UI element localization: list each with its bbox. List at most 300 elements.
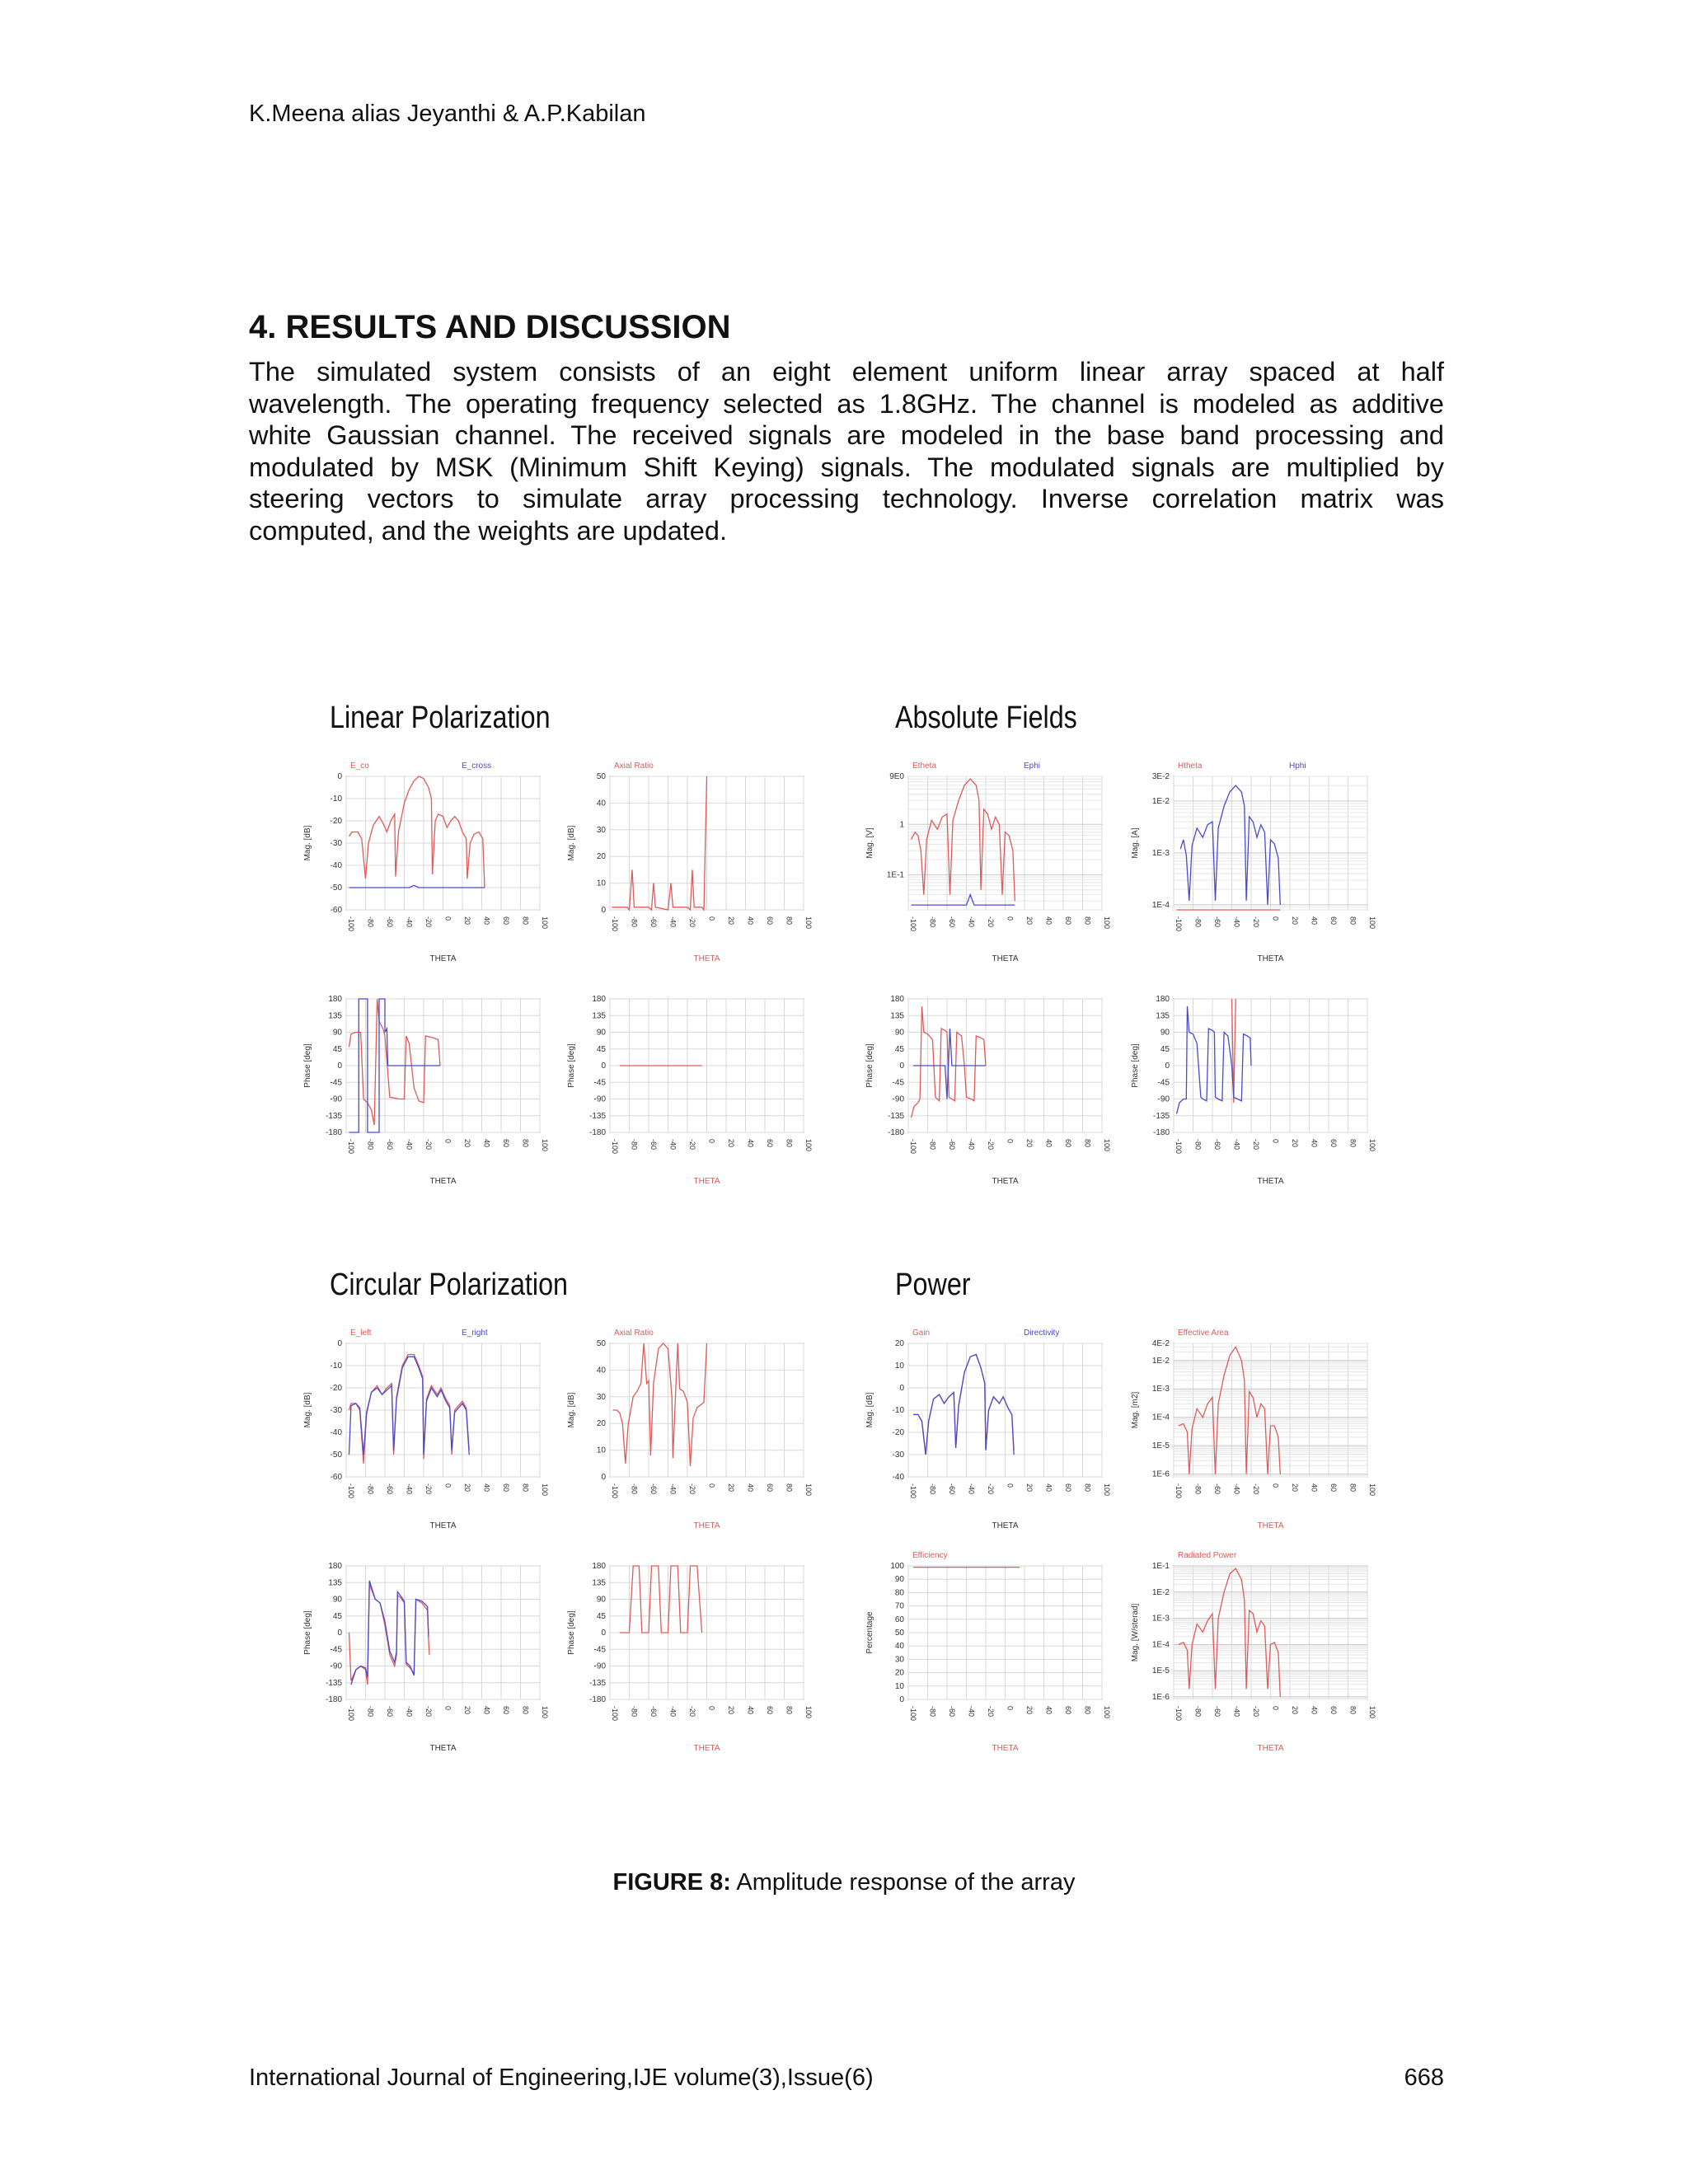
x-tick-label: -60 (649, 1483, 658, 1495)
y-tick-label: -50 (330, 1451, 342, 1460)
y-tick-label: -45 (593, 1078, 606, 1088)
x-axis-label: THETA (1257, 1744, 1284, 1753)
x-tick-label: -100 (347, 1139, 355, 1155)
x-tick-label: 0 (443, 1483, 452, 1488)
x-tick-label: 0 (1006, 1139, 1015, 1144)
y-tick-label: -135 (887, 1111, 904, 1121)
y-tick-label: 135 (1156, 1011, 1170, 1021)
y-tick-label: 1 (899, 820, 904, 830)
y-tick-label: 45 (596, 1044, 606, 1054)
chart-body (567, 762, 813, 963)
y-tick-label: 90 (1160, 1028, 1170, 1038)
x-tick-label: 0 (707, 1139, 716, 1144)
legend-entry: Hphi (1289, 762, 1306, 771)
chart-pw_rad (1124, 1541, 1384, 1761)
x-tick-label: 20 (727, 1706, 735, 1715)
chart-body (865, 1329, 1111, 1530)
x-axis-label: THETA (1257, 1521, 1284, 1530)
x-tick-label: 0 (707, 1483, 716, 1488)
x-tick-label: -100 (1175, 916, 1183, 932)
x-tick-label: 100 (1368, 1139, 1376, 1152)
x-tick-label: -40 (405, 916, 414, 928)
x-tick-label: 60 (502, 1706, 510, 1715)
y-tick-label: 20 (894, 1339, 904, 1348)
y-tick-label: 1E-1 (886, 870, 904, 880)
page-number: 668 (1404, 2064, 1444, 2091)
x-tick-label: -60 (649, 916, 658, 928)
y-tick-label: 4E-2 (1151, 1339, 1170, 1348)
y-tick-label: -90 (593, 1094, 606, 1104)
legend-entry: Axial Ratio (614, 1329, 654, 1338)
y-tick-label: 180 (592, 1562, 606, 1571)
x-tick-label: -80 (630, 1139, 639, 1151)
x-tick-label: 80 (785, 916, 794, 926)
paragraph-line: modulated by MSK (Minimum Shift Keying) signals. The modulated signals are multiplied by (249, 452, 1444, 482)
y-axis-label: Phase [deg] (567, 1043, 576, 1088)
x-axis-label: THETA (992, 1744, 1019, 1753)
x-tick-label: 80 (1083, 1139, 1092, 1148)
x-tick-label: -60 (649, 1706, 658, 1718)
y-tick-label: -180 (325, 1128, 342, 1137)
x-tick-label: 80 (785, 1139, 794, 1148)
y-tick-label: 0 (337, 772, 342, 781)
x-tick-label: 80 (521, 1706, 530, 1715)
x-tick-label: -20 (1252, 1706, 1260, 1718)
y-tick-label: 90 (596, 1595, 606, 1605)
x-tick-label: -100 (347, 1706, 355, 1722)
y-tick-label: 1E-1 (1151, 1562, 1170, 1571)
y-tick-label: 0 (601, 1629, 606, 1638)
x-tick-label: 0 (707, 1706, 716, 1711)
y-axis-label: Mag. [dB] (303, 1392, 312, 1428)
x-tick-label: -100 (1175, 1139, 1183, 1155)
x-tick-label: 100 (804, 1483, 813, 1497)
x-tick-label: 60 (1329, 1139, 1338, 1148)
y-tick-label: 180 (1156, 995, 1170, 1004)
y-tick-label: 45 (1160, 1044, 1170, 1054)
x-axis-label: THETA (992, 1177, 1019, 1186)
caption-label: FIGURE 8: (612, 1869, 731, 1896)
x-tick-label: 100 (1103, 916, 1111, 930)
x-tick-label: 60 (1064, 1706, 1072, 1715)
x-tick-label: 60 (766, 1483, 774, 1493)
x-tick-label: 20 (1025, 1706, 1034, 1715)
y-tick-label: 180 (328, 995, 342, 1004)
chart-body (1131, 762, 1376, 963)
x-tick-label: 40 (1044, 1483, 1053, 1493)
x-tick-label: -20 (987, 1483, 995, 1495)
x-tick-label: -40 (405, 1706, 414, 1718)
y-tick-label: 90 (894, 1575, 904, 1585)
paragraph-line: computed, and the weights are updated. (249, 515, 727, 546)
y-axis-label: Phase [deg] (567, 1610, 576, 1655)
x-tick-label: -100 (909, 916, 917, 932)
x-tick-label: -60 (386, 1483, 394, 1495)
x-axis-label: THETA (429, 1744, 457, 1753)
x-tick-label: -100 (909, 1706, 917, 1722)
y-tick-label: -180 (887, 1128, 904, 1137)
x-tick-label: 40 (482, 916, 491, 926)
x-tick-label: -20 (424, 1483, 433, 1495)
x-tick-label: 20 (1291, 1483, 1299, 1493)
chart-cp_arphase (560, 1541, 820, 1761)
y-tick-label: 45 (894, 1044, 904, 1054)
x-tick-label: -20 (1252, 916, 1260, 928)
y-tick-label: -90 (330, 1661, 342, 1671)
y-tick-label: -135 (588, 1111, 606, 1121)
x-tick-label: -40 (1232, 1706, 1241, 1718)
chart-body (865, 762, 1111, 963)
x-tick-label: 100 (541, 916, 549, 930)
x-tick-label: -40 (967, 916, 976, 928)
x-tick-label: -20 (987, 916, 995, 928)
chart-body (303, 995, 549, 1186)
legend-entry: Efficiency (912, 1551, 948, 1560)
x-tick-label: 40 (746, 1139, 755, 1148)
x-tick-label: 0 (1271, 1483, 1280, 1488)
chart-body (303, 762, 549, 963)
legend-entry: Htheta (1178, 762, 1203, 771)
x-tick-label: 80 (1348, 916, 1357, 926)
group-title-circular: Circular Polarization (330, 1268, 569, 1302)
chart-af_hphase (1124, 974, 1384, 1194)
x-tick-label: -60 (386, 1139, 394, 1151)
x-tick-label: 20 (463, 1483, 471, 1493)
y-axis-label: Phase [deg] (865, 1043, 874, 1088)
y-tick-label: 3E-2 (1151, 772, 1170, 781)
x-tick-label: 20 (727, 1139, 735, 1148)
x-axis-label: THETA (429, 954, 457, 963)
x-tick-label: 100 (804, 1139, 813, 1152)
x-tick-label: -60 (1213, 1139, 1221, 1151)
x-tick-label: 60 (502, 1483, 510, 1493)
y-tick-label: -20 (892, 1428, 904, 1437)
x-tick-label: 20 (463, 1139, 471, 1148)
y-tick-label: -135 (325, 1111, 342, 1121)
x-tick-label: -40 (405, 1139, 414, 1151)
y-tick-label: -10 (330, 1361, 342, 1371)
paragraph-line: The simulated system consists of an eight element uniform linear array spaced at half (249, 357, 1444, 387)
y-tick-label: 180 (592, 995, 606, 1004)
x-tick-label: 40 (1310, 1483, 1319, 1493)
y-tick-label: 0 (899, 1695, 904, 1704)
y-axis-label: Phase [deg] (303, 1043, 312, 1088)
x-tick-label: 80 (521, 916, 530, 926)
y-axis-label: Mag. [m2] (1131, 1391, 1140, 1429)
x-tick-label: -40 (1232, 1139, 1241, 1151)
x-tick-label: -80 (928, 1706, 937, 1718)
y-tick-label: -90 (1157, 1094, 1170, 1104)
x-tick-label: -80 (630, 916, 639, 928)
y-tick-label: 135 (328, 1578, 342, 1588)
x-tick-label: -100 (909, 1139, 917, 1155)
chart-cp_phase (297, 1541, 556, 1761)
x-axis-label: THETA (1257, 1177, 1284, 1186)
x-tick-label: 0 (1271, 916, 1280, 921)
y-tick-label: 135 (890, 1011, 904, 1021)
y-tick-label: 90 (894, 1028, 904, 1038)
y-tick-label: -60 (330, 1473, 342, 1482)
y-tick-label: -45 (330, 1078, 342, 1088)
x-tick-label: -80 (928, 916, 937, 928)
x-tick-label: 0 (1006, 916, 1015, 921)
x-tick-label: 0 (1271, 1139, 1280, 1144)
chart-body (567, 1562, 813, 1753)
y-tick-label: 45 (332, 1611, 342, 1621)
y-axis-label: Phase [deg] (1131, 1043, 1140, 1088)
x-tick-label: 60 (502, 1139, 510, 1148)
y-tick-label: 0 (1165, 1062, 1170, 1071)
x-tick-label: -60 (1213, 1706, 1221, 1718)
x-tick-label: 100 (1368, 916, 1376, 930)
x-tick-label: 80 (785, 1483, 794, 1493)
y-tick-label: -50 (330, 883, 342, 893)
x-axis-label: THETA (693, 1177, 720, 1186)
y-tick-label: 1E-6 (1151, 1692, 1170, 1702)
chart-cp_mag (297, 1319, 556, 1539)
y-tick-label: 45 (596, 1611, 606, 1621)
x-tick-label: 20 (727, 1483, 735, 1493)
chart-af_h (1124, 752, 1384, 972)
x-tick-label: -80 (630, 1483, 639, 1495)
x-tick-label: 40 (1310, 1139, 1319, 1148)
x-tick-label: 100 (1103, 1483, 1111, 1497)
x-tick-label: -20 (424, 1139, 433, 1151)
x-tick-label: -60 (948, 916, 956, 928)
chart-lp_ar (560, 752, 820, 972)
x-tick-label: 100 (541, 1706, 549, 1719)
y-tick-label: 50 (596, 1339, 606, 1348)
y-axis-label: Mag. [W/sterad] (1131, 1603, 1140, 1662)
x-tick-label: -20 (424, 916, 433, 928)
x-tick-label: 100 (541, 1483, 549, 1497)
chart-lp_mag (297, 752, 556, 972)
x-tick-label: 40 (482, 1483, 491, 1493)
x-tick-label: -40 (967, 1706, 976, 1718)
x-tick-label: 40 (482, 1139, 491, 1148)
y-tick-label: -40 (330, 861, 342, 870)
y-tick-label: 40 (596, 799, 606, 808)
x-tick-label: 80 (785, 1706, 794, 1715)
y-tick-label: 30 (596, 1392, 606, 1402)
y-tick-label: -45 (330, 1645, 342, 1655)
x-tick-label: 40 (482, 1706, 491, 1715)
y-tick-label: -30 (892, 1451, 904, 1460)
x-tick-label: -80 (1193, 1706, 1203, 1718)
paragraph-line: white Gaussian channel. The received signals are modeled in the base band processing and (249, 420, 1444, 450)
x-tick-label: -40 (668, 1706, 678, 1718)
x-axis-label: THETA (693, 954, 720, 963)
y-tick-label: -90 (892, 1094, 904, 1104)
x-tick-label: -60 (649, 1139, 658, 1151)
y-tick-label: 180 (328, 1562, 342, 1571)
y-tick-label: 50 (596, 772, 606, 781)
chart-body (567, 1329, 813, 1530)
chart-body (303, 1562, 549, 1753)
x-tick-label: 100 (1103, 1706, 1111, 1719)
y-tick-label: -20 (330, 1384, 342, 1393)
y-tick-label: -180 (1152, 1128, 1170, 1137)
x-tick-label: 100 (1103, 1139, 1111, 1152)
chart-lp_arphase (560, 974, 820, 1194)
group-title-absolute: Absolute Fields (895, 701, 1077, 735)
chart-af_e (859, 752, 1118, 972)
y-tick-label: -10 (892, 1406, 904, 1415)
x-tick-label: -40 (1232, 916, 1241, 928)
y-tick-label: -90 (593, 1661, 606, 1671)
figure-caption (0, 1869, 1688, 1896)
y-axis-label: Phase [deg] (303, 1610, 312, 1655)
y-tick-label: -45 (593, 1645, 606, 1655)
y-tick-label: -10 (330, 794, 342, 804)
legend-entry: Ephi (1024, 762, 1041, 771)
y-tick-label: 10 (596, 879, 606, 888)
y-tick-label: 30 (894, 1655, 904, 1665)
x-tick-label: -60 (1213, 916, 1221, 928)
y-axis-label: Mag. [A] (1131, 827, 1140, 859)
x-tick-label: -80 (1193, 1483, 1203, 1495)
y-tick-label: 100 (890, 1562, 904, 1571)
y-tick-label: 0 (601, 1062, 606, 1071)
footer-journal: International Journal of Engineering,IJE volume(3),Issue(6) (249, 2064, 874, 2091)
y-tick-label: 20 (894, 1668, 904, 1678)
x-tick-label: 0 (1006, 1483, 1015, 1488)
x-tick-label: -20 (987, 1706, 995, 1718)
x-tick-label: 80 (521, 1139, 530, 1148)
y-tick-label: 70 (894, 1601, 904, 1611)
chart-cp_ar (560, 1319, 820, 1539)
y-tick-label: 90 (332, 1595, 342, 1605)
x-tick-label: -20 (424, 1706, 433, 1718)
y-tick-label: -90 (330, 1094, 342, 1104)
x-tick-label: 80 (1348, 1139, 1357, 1148)
y-tick-label: 40 (894, 1642, 904, 1652)
x-tick-label: 60 (1064, 1139, 1072, 1148)
x-tick-label: 100 (804, 916, 813, 930)
y-tick-label: 90 (596, 1028, 606, 1038)
y-tick-label: -180 (588, 1128, 606, 1137)
chart-body (1131, 1551, 1376, 1753)
x-axis-label: THETA (992, 954, 1019, 963)
y-tick-label: 40 (596, 1366, 606, 1376)
legend-entry: E_cross (462, 762, 492, 771)
section-title: 4. RESULTS AND DISCUSSION (249, 309, 731, 345)
y-tick-label: -135 (325, 1678, 342, 1688)
y-tick-label: -180 (588, 1695, 606, 1704)
legend-entry: Gain (912, 1329, 931, 1338)
x-tick-label: -20 (1252, 1139, 1260, 1151)
x-tick-label: -20 (1252, 1483, 1260, 1495)
legend-entry: Etheta (912, 762, 936, 771)
y-tick-label: 1E-5 (1151, 1666, 1170, 1676)
y-tick-label: 20 (596, 1419, 606, 1429)
x-axis-label: THETA (693, 1744, 720, 1753)
x-tick-label: 40 (746, 1706, 755, 1715)
x-tick-label: 20 (727, 916, 735, 926)
x-tick-label: -60 (948, 1483, 956, 1495)
x-tick-label: -100 (1175, 1483, 1183, 1499)
x-tick-label: -40 (668, 1139, 678, 1151)
x-tick-label: 0 (707, 916, 716, 921)
x-tick-label: -20 (688, 916, 696, 928)
x-tick-label: 80 (1083, 916, 1092, 926)
x-tick-label: 0 (1271, 1706, 1280, 1711)
y-tick-label: 10 (596, 1446, 606, 1455)
x-tick-label: 60 (1329, 1706, 1338, 1715)
y-tick-label: -45 (1157, 1078, 1170, 1088)
y-tick-label: 0 (337, 1339, 342, 1348)
y-tick-label: -30 (330, 839, 342, 848)
x-tick-label: 20 (1291, 1706, 1299, 1715)
legend-entry: E_right (462, 1329, 488, 1338)
x-tick-label: 0 (443, 1706, 452, 1711)
x-axis-label: THETA (693, 1521, 720, 1530)
y-axis-label: Mag. [dB] (303, 825, 312, 861)
x-tick-label: 40 (1044, 1706, 1053, 1715)
x-tick-label: 20 (1025, 916, 1034, 926)
y-tick-label: -30 (330, 1406, 342, 1415)
x-tick-label: -40 (668, 1483, 678, 1495)
y-tick-label: 0 (337, 1629, 342, 1638)
y-axis-label: Mag. [V] (865, 827, 874, 859)
x-tick-label: -80 (366, 916, 375, 928)
x-axis-label: THETA (429, 1177, 457, 1186)
x-tick-label: -80 (366, 1483, 375, 1495)
x-tick-label: -80 (366, 1706, 375, 1718)
x-tick-label: -100 (347, 1483, 355, 1499)
x-tick-label: 100 (1368, 1706, 1376, 1719)
group-title-power: Power (895, 1268, 971, 1302)
y-tick-label: 30 (596, 825, 606, 835)
x-tick-label: 80 (1083, 1706, 1092, 1715)
y-tick-label: -20 (330, 817, 342, 826)
y-tick-label: 1E-4 (1151, 900, 1170, 910)
section-paragraph (249, 356, 1444, 546)
x-tick-label: -100 (611, 1483, 619, 1499)
legend-entry: Radiated Power (1178, 1551, 1237, 1560)
y-tick-label: 10 (894, 1361, 904, 1371)
y-tick-label: -45 (892, 1078, 904, 1088)
x-tick-label: -80 (928, 1139, 937, 1151)
group-title-linear: Linear Polarization (330, 701, 551, 735)
x-tick-label: 20 (463, 916, 471, 926)
x-tick-label: 80 (1348, 1706, 1357, 1715)
paragraph-line: steering vectors to simulate array processing technology. Inverse correlation matrix was (249, 484, 1444, 513)
y-tick-label: -180 (325, 1695, 342, 1704)
x-tick-label: -100 (611, 916, 619, 932)
y-tick-label: 135 (328, 1011, 342, 1021)
x-tick-label: -100 (1175, 1706, 1183, 1722)
chart-pw_gain (859, 1319, 1118, 1539)
y-tick-label: 0 (337, 1062, 342, 1071)
x-tick-label: -80 (1193, 1139, 1203, 1151)
chart-body (567, 995, 813, 1186)
x-tick-label: 20 (1291, 1139, 1299, 1148)
y-tick-label: 0 (899, 1384, 904, 1393)
x-tick-label: -80 (928, 1483, 937, 1495)
paragraph-line: wavelength. The operating frequency selected as 1.8GHz. The channel is modeled as additive (249, 388, 1444, 419)
y-tick-label: 80 (894, 1588, 904, 1598)
x-tick-label: 60 (1064, 1483, 1072, 1493)
y-tick-label: -40 (892, 1473, 904, 1482)
y-tick-label: 1E-3 (1151, 1614, 1170, 1624)
x-axis-label: THETA (992, 1521, 1019, 1530)
chart-af_ephase (859, 974, 1118, 1194)
x-tick-label: 20 (1025, 1139, 1034, 1148)
y-tick-label: 1E-5 (1151, 1441, 1170, 1451)
chart-body (865, 995, 1111, 1186)
x-tick-label: -80 (366, 1139, 375, 1151)
